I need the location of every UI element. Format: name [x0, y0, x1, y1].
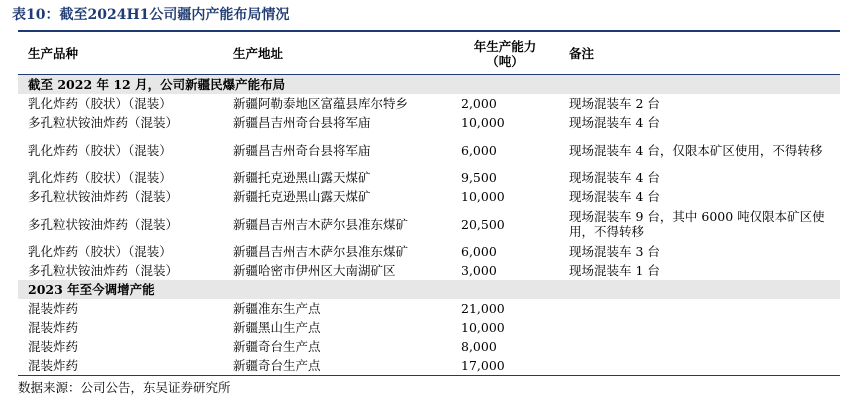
cell-location: 新疆托克逊黑山露天煤矿	[233, 189, 371, 204]
cell-product: 多孔粒状铵油炸药（混装）	[28, 189, 179, 204]
cell-capacity: 8,000	[461, 339, 497, 354]
cell-location: 新疆昌吉州吉木萨尔县准东煤矿	[233, 216, 409, 232]
cell-location: 新疆昌吉州奇台县将军庙	[233, 115, 371, 130]
header-capacity	[451, 33, 559, 75]
cell-note: 现场混装车 1 台	[569, 263, 660, 278]
cell-capacity: 6,000	[461, 244, 497, 259]
cell-product: 混装炸药	[18, 356, 223, 376]
table-row	[18, 337, 840, 356]
cell-location: 新疆准东生产点	[233, 301, 321, 316]
table-row	[18, 187, 840, 206]
cell-note: 现场混装车 4 台	[569, 115, 660, 130]
cell-location: 新疆托克逊黑山露天煤矿	[233, 170, 371, 185]
cell-note: 现场混装车 4 台	[569, 189, 660, 204]
section-label: 2023 年至今调增产能	[18, 280, 840, 299]
table-row	[18, 318, 840, 337]
cell-note	[559, 299, 840, 318]
table-row	[18, 168, 840, 187]
table-row	[18, 299, 840, 318]
cell-capacity: 3,000	[461, 263, 497, 278]
cell-capacity: 10,000	[461, 115, 505, 130]
section-row-2022	[18, 75, 840, 95]
header-capacity-line1: 年生产能力	[473, 38, 537, 54]
cell-product: 混装炸药	[28, 339, 79, 354]
table-title: 表10：截至2024H1公司疆内产能布局情况	[12, 7, 290, 23]
cell-product: 混装炸药	[28, 320, 79, 335]
cell-product: 多孔粒状铵油炸药（混装）	[28, 216, 179, 232]
source-note: 数据来源：公司公告，东吴证券研究所	[18, 380, 231, 395]
cell-location: 新疆昌吉州奇台县将军庙	[233, 142, 371, 158]
cell-capacity: 6,000	[461, 142, 497, 158]
cell-note: 现场混装车 3 台	[569, 244, 660, 259]
cell-capacity: 21,000	[461, 301, 505, 316]
cell-note: 现场混装车 9 台，其中 6000 吨仅限本矿区使用，不得转移	[569, 209, 825, 239]
cell-capacity: 17,000	[451, 356, 559, 376]
cell-location: 新疆奇台生产点	[233, 339, 321, 354]
table-row	[18, 94, 840, 113]
cell-note	[559, 337, 840, 356]
cell-product: 乳化炸药（胶状）（混装）	[28, 170, 172, 185]
table-row	[18, 132, 840, 168]
header-note: 备注	[559, 33, 840, 75]
table-row	[18, 261, 840, 280]
cell-product: 多孔粒状铵油炸药（混装）	[28, 115, 179, 130]
cell-capacity: 10,000	[461, 189, 505, 204]
cell-location: 新疆阿勒泰地区富蕴县库尔特乡	[233, 96, 409, 111]
cell-capacity: 20,500	[461, 216, 505, 232]
cell-capacity: 9,500	[461, 170, 497, 185]
cell-note	[559, 318, 840, 337]
cell-product: 乳化炸药（胶状）（混装）	[28, 244, 172, 259]
header-product: 生产品种	[18, 33, 223, 75]
cell-note: 现场混装车 4 台，仅限本矿区使用，不得转移	[569, 142, 823, 158]
table-row	[18, 113, 840, 132]
header-capacity-line2: （吨）	[486, 53, 524, 69]
cell-product: 多孔粒状铵油炸药（混装）	[28, 263, 179, 278]
cell-note: 现场混装车 2 台	[569, 96, 660, 111]
cell-location: 新疆奇台生产点	[223, 356, 451, 376]
table-row	[18, 242, 840, 261]
cell-product: 乳化炸药（胶状）（混装）	[28, 142, 172, 158]
cell-capacity: 2,000	[461, 96, 497, 111]
cell-capacity: 10,000	[461, 320, 505, 335]
cell-note	[559, 356, 840, 376]
section-label: 截至 2022 年 12 月，公司新疆民爆产能布局	[18, 75, 840, 95]
cell-product: 乳化炸药（胶状）（混装）	[28, 96, 172, 111]
top-rule	[18, 30, 840, 32]
cell-location: 新疆黑山生产点	[233, 320, 321, 335]
header-row	[18, 33, 840, 75]
cell-location: 新疆哈密市伊州区大南湖矿区	[233, 263, 396, 278]
table-row	[18, 356, 840, 376]
cell-location: 新疆昌吉州吉木萨尔县准东煤矿	[233, 244, 409, 259]
table-row	[18, 206, 840, 242]
header-location: 生产地址	[223, 33, 451, 75]
cell-product: 混装炸药	[28, 301, 79, 316]
capacity-table	[18, 33, 840, 376]
section-row-2023	[18, 280, 840, 299]
cell-note: 现场混装车 4 台	[569, 170, 660, 185]
